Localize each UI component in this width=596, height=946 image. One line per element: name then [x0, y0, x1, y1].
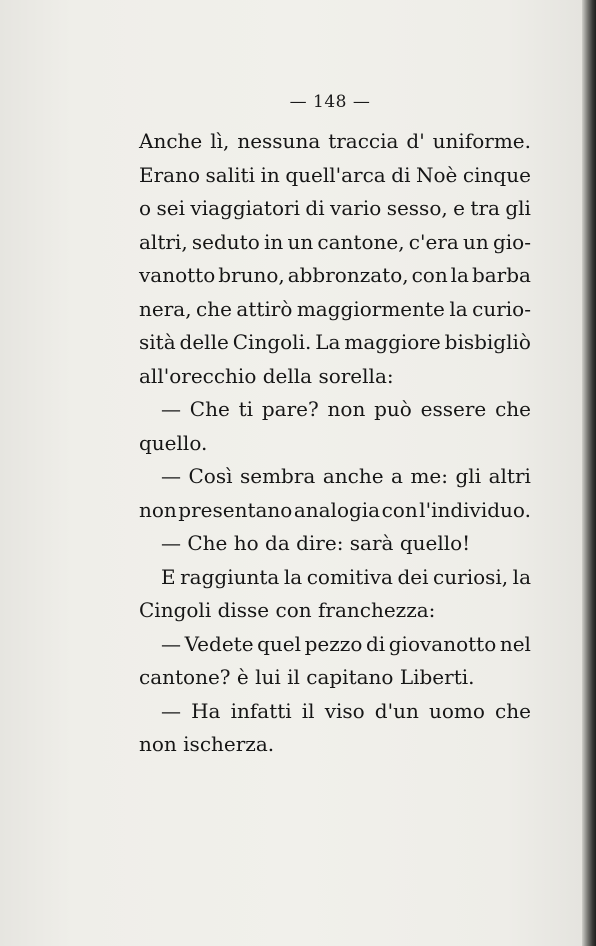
text-line: [139, 628, 531, 662]
word: l'individuo.: [419, 497, 531, 522]
word: vanotto: [139, 263, 216, 287]
word: in: [260, 162, 280, 187]
word: lì,: [210, 129, 230, 153]
word: quel: [257, 631, 302, 656]
word: abbronzato,: [287, 263, 409, 287]
word: di: [365, 631, 386, 656]
word: che: [495, 698, 531, 723]
word: —: [161, 464, 181, 488]
word: dei: [397, 564, 429, 589]
word: e: [453, 196, 465, 220]
word: saliti: [205, 162, 255, 187]
word: Ha: [191, 698, 221, 723]
text-line: — Che ho da dire: sarà quello!: [161, 531, 471, 555]
text-line: [139, 226, 531, 260]
text-line: [139, 695, 531, 729]
word: tra: [470, 196, 500, 220]
word: curio-: [472, 296, 531, 321]
body-text: [139, 125, 531, 762]
text-line: [139, 494, 531, 528]
page-number: — 148 —: [289, 92, 371, 112]
word: Erano: [139, 162, 201, 187]
word: nera,: [139, 296, 192, 321]
word: anche: [322, 464, 384, 488]
text-line: cantone? è lui il capitano Liberti.: [139, 665, 475, 689]
word: —: [161, 698, 181, 723]
word: barba: [471, 263, 531, 287]
word: uniforme.: [432, 129, 531, 153]
word: Così: [188, 464, 233, 488]
word: di: [391, 162, 411, 187]
word: in: [263, 229, 284, 254]
word: cantone,: [317, 229, 405, 254]
word: giovanotto: [388, 631, 497, 656]
word: non: [139, 497, 177, 522]
word: gli: [505, 196, 531, 220]
word: sesso,: [386, 196, 448, 220]
word: essere: [420, 397, 487, 421]
word: viaggiatori: [190, 196, 300, 220]
word: delle: [179, 330, 229, 354]
word: curiosi,: [433, 564, 509, 589]
word: ti: [238, 397, 254, 421]
word: bisbigliò: [444, 330, 531, 354]
text-line: [139, 393, 531, 427]
word: sembra: [239, 464, 316, 488]
word: raggiunta: [180, 564, 280, 589]
word: Cingoli.: [232, 330, 312, 354]
word: traccia: [328, 129, 399, 153]
word: gli: [455, 464, 482, 488]
text-line: Cingoli disse con franchezza:: [139, 598, 436, 622]
word: seduto: [191, 229, 260, 254]
word: pare?: [261, 397, 319, 421]
word: un: [463, 229, 489, 254]
word: sità: [139, 330, 176, 354]
word: la: [283, 564, 303, 589]
word: o: [139, 196, 152, 220]
word: —: [161, 397, 181, 421]
text-line: [139, 159, 531, 193]
text-line: [139, 561, 531, 595]
word: Vedete: [184, 631, 254, 656]
word: d': [406, 129, 425, 153]
text-line: all'orecchio della sorella:: [139, 363, 394, 388]
word: pezzo: [304, 631, 363, 656]
word: la: [512, 564, 531, 589]
word: a: [391, 464, 403, 488]
text-line: non ischerza.: [139, 732, 275, 756]
word: —: [161, 631, 181, 656]
page-edge-shadow: [582, 0, 596, 946]
word: con: [411, 263, 448, 287]
word: comitiva: [306, 564, 393, 589]
word: con: [381, 497, 418, 522]
word: E: [161, 564, 176, 589]
word: il: [301, 698, 315, 723]
word: attirò: [236, 296, 293, 321]
word: cinque: [462, 162, 531, 187]
word: un: [287, 229, 314, 254]
word: infatti: [230, 698, 292, 723]
word: La: [315, 330, 341, 354]
word: gio-: [492, 229, 531, 254]
word: Che: [189, 397, 230, 421]
word: sei: [156, 196, 185, 220]
word: nel: [499, 631, 531, 656]
word: quell'arca: [285, 162, 386, 187]
word: uomo: [428, 698, 485, 723]
text-line: [139, 326, 531, 360]
word: maggiore: [344, 330, 441, 354]
text-line: [139, 192, 531, 226]
word: di: [305, 196, 325, 220]
word: la: [449, 296, 468, 321]
word: la: [450, 263, 469, 287]
word: bruno,: [218, 263, 285, 287]
word: altri: [488, 464, 531, 488]
word: nessuna: [237, 129, 321, 153]
word: che: [196, 296, 232, 321]
word: analogia: [293, 497, 381, 522]
word: d'un: [374, 698, 419, 723]
text-line: [139, 259, 531, 293]
word: c'era: [408, 229, 459, 254]
word: non: [327, 397, 366, 421]
word: maggiormente: [296, 296, 445, 321]
word: Anche: [139, 129, 203, 153]
text-line: quello.: [139, 430, 208, 455]
word: può: [374, 397, 412, 421]
text-line: [139, 460, 531, 494]
word: altri,: [139, 229, 188, 254]
word: presentano: [178, 497, 293, 522]
word: che: [495, 397, 531, 421]
word: me:: [410, 464, 449, 488]
word: Noè: [416, 162, 458, 187]
word: vario: [330, 196, 382, 220]
word: viso: [324, 698, 365, 723]
text-line: [139, 125, 531, 159]
text-line: [139, 293, 531, 327]
